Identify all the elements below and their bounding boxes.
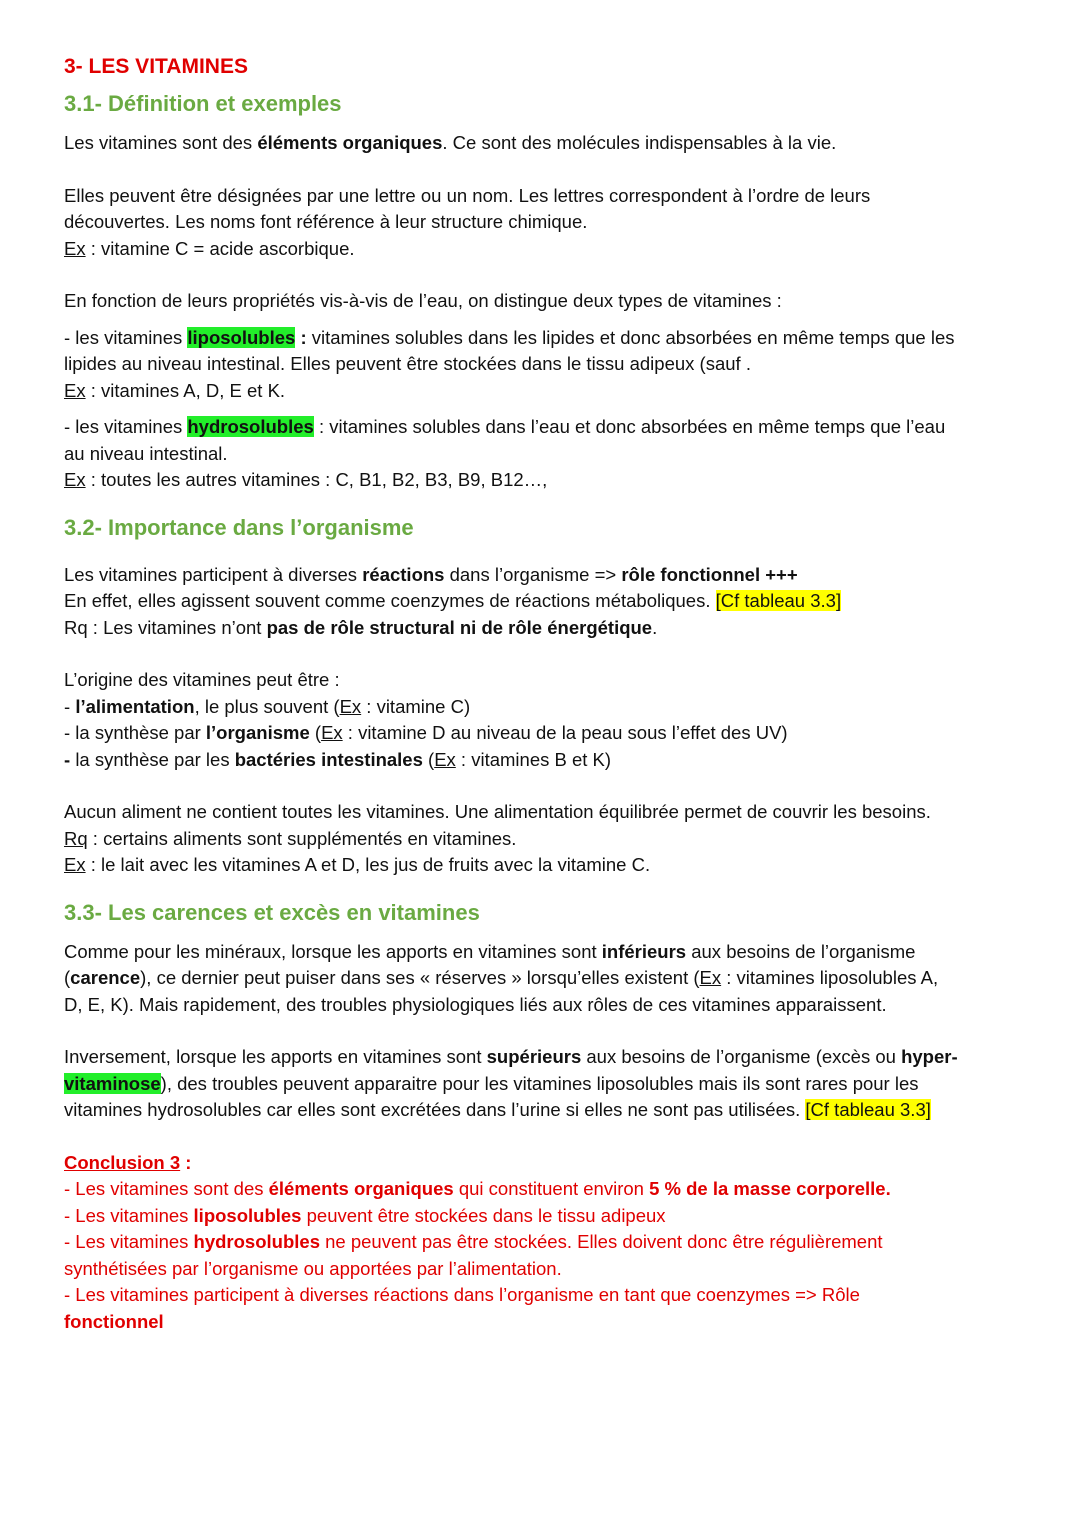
paragraph-types-intro: En fonction de leurs propriétés vis-à-vis de l’eau, on distingue deux types de vitamines : bbox=[64, 290, 782, 311]
paragraph-designation: Elles peuvent être désignées par une lettre ou un nom. Les lettres correspondent à l’ordre de leurs découvertes. Les noms font référence à leur structure chimique. Ex : vitamine C = acide ascorbique. bbox=[64, 184, 871, 259]
chapter-title: 3- LES VITAMINES bbox=[64, 55, 248, 78]
paragraph-liposolubles: - les vitamines liposolubles : vitamines solubles dans les lipides et donc absorbées en même temps que les lipides au niveau intestinal. Elles peuvent être stockées dans le tissu adipeux (sauf . Ex : vitamines A, D, E et K. bbox=[64, 326, 955, 401]
paragraph-exces: Inversement, lorsque les apports en vitamines sont supérieurs aux besoins de l’organisme (excès ou hyper- vitaminose), des troubles peuvent apparaitre pour les vitamines liposolubles mais ils sont rares pour les vitamines hydrosolubles car elles sont excrétées dans l’urine si elles ne sont pas utilisées. [Cf tableau 3.3] bbox=[64, 1046, 958, 1120]
highlight-liposolubles: liposolubles bbox=[187, 326, 296, 348]
highlight-vitaminose: vitaminose bbox=[64, 1072, 161, 1094]
paragraph-importance: Les vitamines participent à diverses réactions dans l’organisme => rôle fonctionnel +++ En effet, elles agissent souvent comme coenzymes de réactions métaboliques. [Cf tableau 3.3] Rq : Les vitamines n’ont pas de rôle structural ni de rôle énergétique. bbox=[64, 563, 842, 638]
paragraph-alimentation: Aucun aliment ne contient toutes les vitamines. Une alimentation équilibrée permet de couvrir les besoins. Rq : certains aliments sont supplémentés en vitamines. Ex : le lait avec les vitamines A et D, les jus de fruits avec la vitamine C. bbox=[64, 801, 931, 875]
reference-tableau-3-3: [Cf tableau 3.3] bbox=[805, 1099, 931, 1120]
section-title-3-1: 3.1- Définition et exemples bbox=[64, 91, 342, 116]
highlight-hydrosolubles: hydrosolubles bbox=[187, 416, 314, 437]
paragraph-definition: Les vitamines sont des éléments organiques. Ce sont des molécules indispensables à la vie. bbox=[64, 132, 837, 153]
paragraph-carence: Comme pour les minéraux, lorsque les apports en vitamines sont inférieurs aux besoins de l’organisme (carence), ce dernier peut puiser dans ses « réserves » lorsqu’elles existent (Ex : vitamines liposolubles A, D, E, K). Mais rapidement, des troubles physiologiques liés aux rôles de ces vitamines apparaissent. bbox=[64, 940, 939, 1015]
conclusion-block: Conclusion 3 : - Les vitamines sont des éléments organiques qui constituent environ 5 % de la masse corporelle. - Les vitamines liposolubles peuvent être stockées dans le tissu adipeux - Les vitamines hydrosolubles ne peuvent pas être stockées. Elles doivent donc être régulièrement synthétisées par l’organisme ou apportées par l’alimentation. - Les vitamines participent à diverses réactions dans l’organisme en tant que coenzymes => Rôle fonctionnel bbox=[64, 1151, 891, 1332]
reference-tableau-3-3: [Cf tableau 3.3] bbox=[715, 590, 842, 611]
document-page bbox=[64, 52, 1024, 1335]
paragraph-hydrosolubles: - les vitamines hydrosolubles : vitamines solubles dans l’eau et donc absorbées en même temps que l’eau au niveau intestinal. Ex : toutes les autres vitamines : C, B1, B2, B3, B9, B12…, bbox=[64, 416, 946, 490]
conclusion-title: Conclusion 3 bbox=[64, 1151, 181, 1173]
paragraph-origine: L’origine des vitamines peut être : - l’alimentation, le plus souvent (Ex : vitamine C) - la synthèse par l’organisme (Ex : vitamine D au niveau de la peau sous l’effet des UV) - la synthèse par les bactéries intestinales (Ex : vitamines B et K) bbox=[64, 669, 788, 770]
section-title-3-2: 3.2- Importance dans l’organisme bbox=[64, 514, 414, 540]
section-title-3-3: 3.3- Les carences et excès en vitamines bbox=[64, 899, 480, 925]
